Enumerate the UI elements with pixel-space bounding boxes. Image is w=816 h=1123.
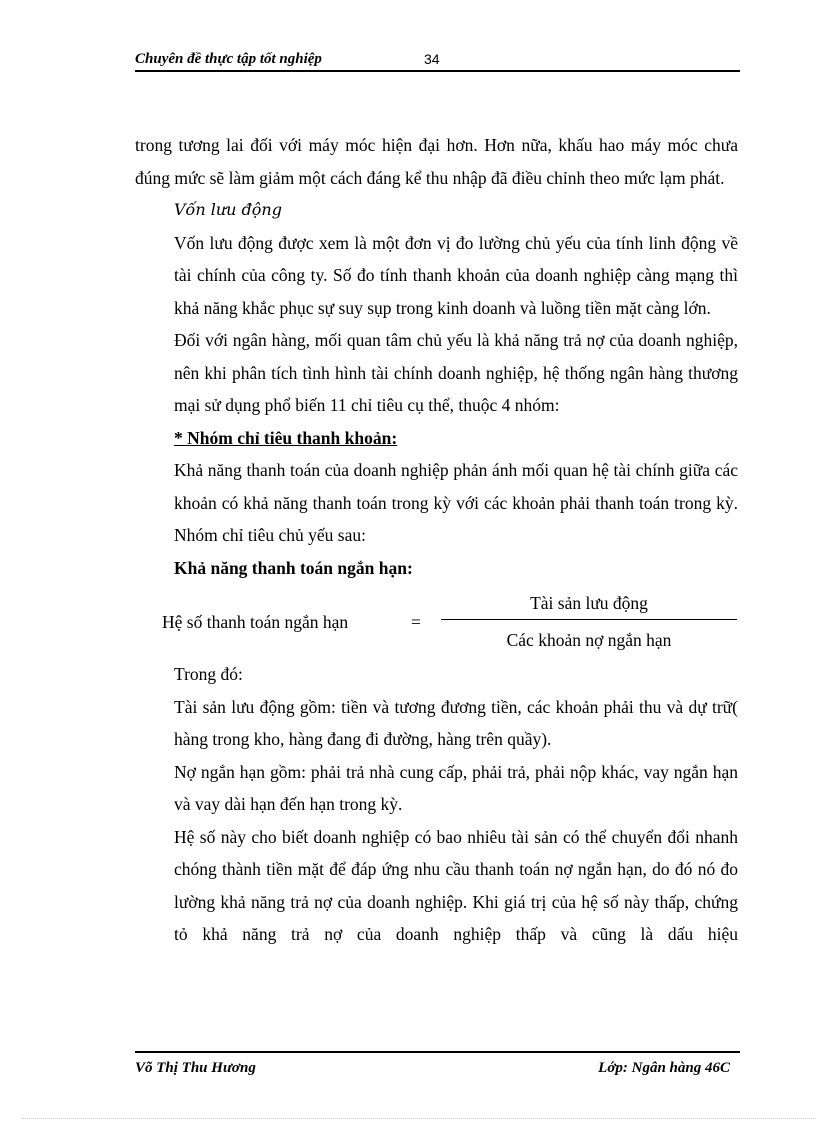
formula-equals: = [411, 612, 421, 632]
formula-numerator: Tài sản lưu động [530, 593, 648, 613]
fraction-line [441, 619, 737, 620]
page-header [135, 48, 740, 72]
formula-label: Hệ số thanh toán ngắn hạn [162, 612, 349, 632]
heading-liquidity-group [135, 422, 738, 455]
paragraph-working-capital: Vốn lưu động được xem là một đơn vị đo lường chủ yếu của tính linh động về tài chính của công ty. Số đo tính thanh khoản của doanh nghiệp càng mạng thì khả năng khắc phục sự suy sụp trong kinh doanh và luồng tiền mặt càng lớn. [174, 232, 738, 318]
current-ratio-formula [135, 588, 738, 656]
paragraph-solvency: Khả năng thanh toán của doanh nghiệp phản ánh mối quan hệ tài chính giữa các khoản có khả năng thanh toán trong kỳ với các khoản phải thanh toán trong kỳ. Nhóm chỉ tiêu chủ yếu sau: [174, 460, 738, 545]
header-title: Chuyên đề thực tập tốt nghiệp [135, 51, 322, 67]
footer-class: Lớp: Ngân hàng 46C [598, 1060, 730, 1076]
page-body [135, 129, 738, 951]
page-number: 34 [424, 51, 440, 67]
paragraph-short-term-debt: Nợ ngắn hạn gồm: phải trả nhà cung cấp, phải trả, phải nộp khác, vay ngắn hạn và vay dài hạn đến hạn trong kỳ. [174, 761, 738, 814]
page-edge-divider [22, 1118, 816, 1119]
where-label: Trong đó: [174, 664, 243, 684]
footer-author: Võ Thị Thu Hương [135, 1060, 256, 1076]
page-footer [135, 1051, 740, 1081]
paragraph-bank-concern: Đối với ngân hàng, mối quan tâm chủ yếu là khả năng trả nợ của doanh nghiệp, nên khi phân tích tình hình tài chính doanh nghiệp, hệ thống ngân hàng thương mại sử dụng phổ biến 11 chỉ tiêu cụ thể, thuộc 4 nhóm: [174, 330, 738, 415]
heading-liquidity-group-text: * Nhóm chỉ tiêu thanh khoản: [174, 427, 398, 448]
paragraph-depreciation: trong tương lai đối với máy móc hiện đại hơn. Hơn nữa, khấu hao máy móc chưa đúng mức sẽ làm giảm một cách đáng kể thu nhập đã điều chỉnh theo mức lạm phát. [135, 135, 738, 188]
paragraph-ratio-meaning: Hệ số này cho biết doanh nghiệp có bao nhiêu tài sản có thể chuyển đổi nhanh chóng thành tiền mặt để đáp ứng nhu cầu thanh toán nợ ngắn hạn, do đó nó đo lường khả năng trả nợ của doanh nghiệp. Khi giá trị của hệ số này thấp, chứng tỏ khả năng trả nợ của doanh nghiệp thấp và cũng là dấu hiệu [174, 826, 738, 944]
heading-short-term-solvency: Khả năng thanh toán ngắn hạn: [174, 557, 413, 578]
paragraph-current-assets: Tài sản lưu động gồm: tiền và tương đương tiền, các khoản phải thu và dự trữ( hàng trong kho, hàng đang đi đường, hàng trên quầy). [174, 696, 738, 749]
subheading-working-capital: Vốn lưu động [174, 200, 282, 219]
formula-denominator: Các khoản nợ ngắn hạn [506, 630, 672, 650]
